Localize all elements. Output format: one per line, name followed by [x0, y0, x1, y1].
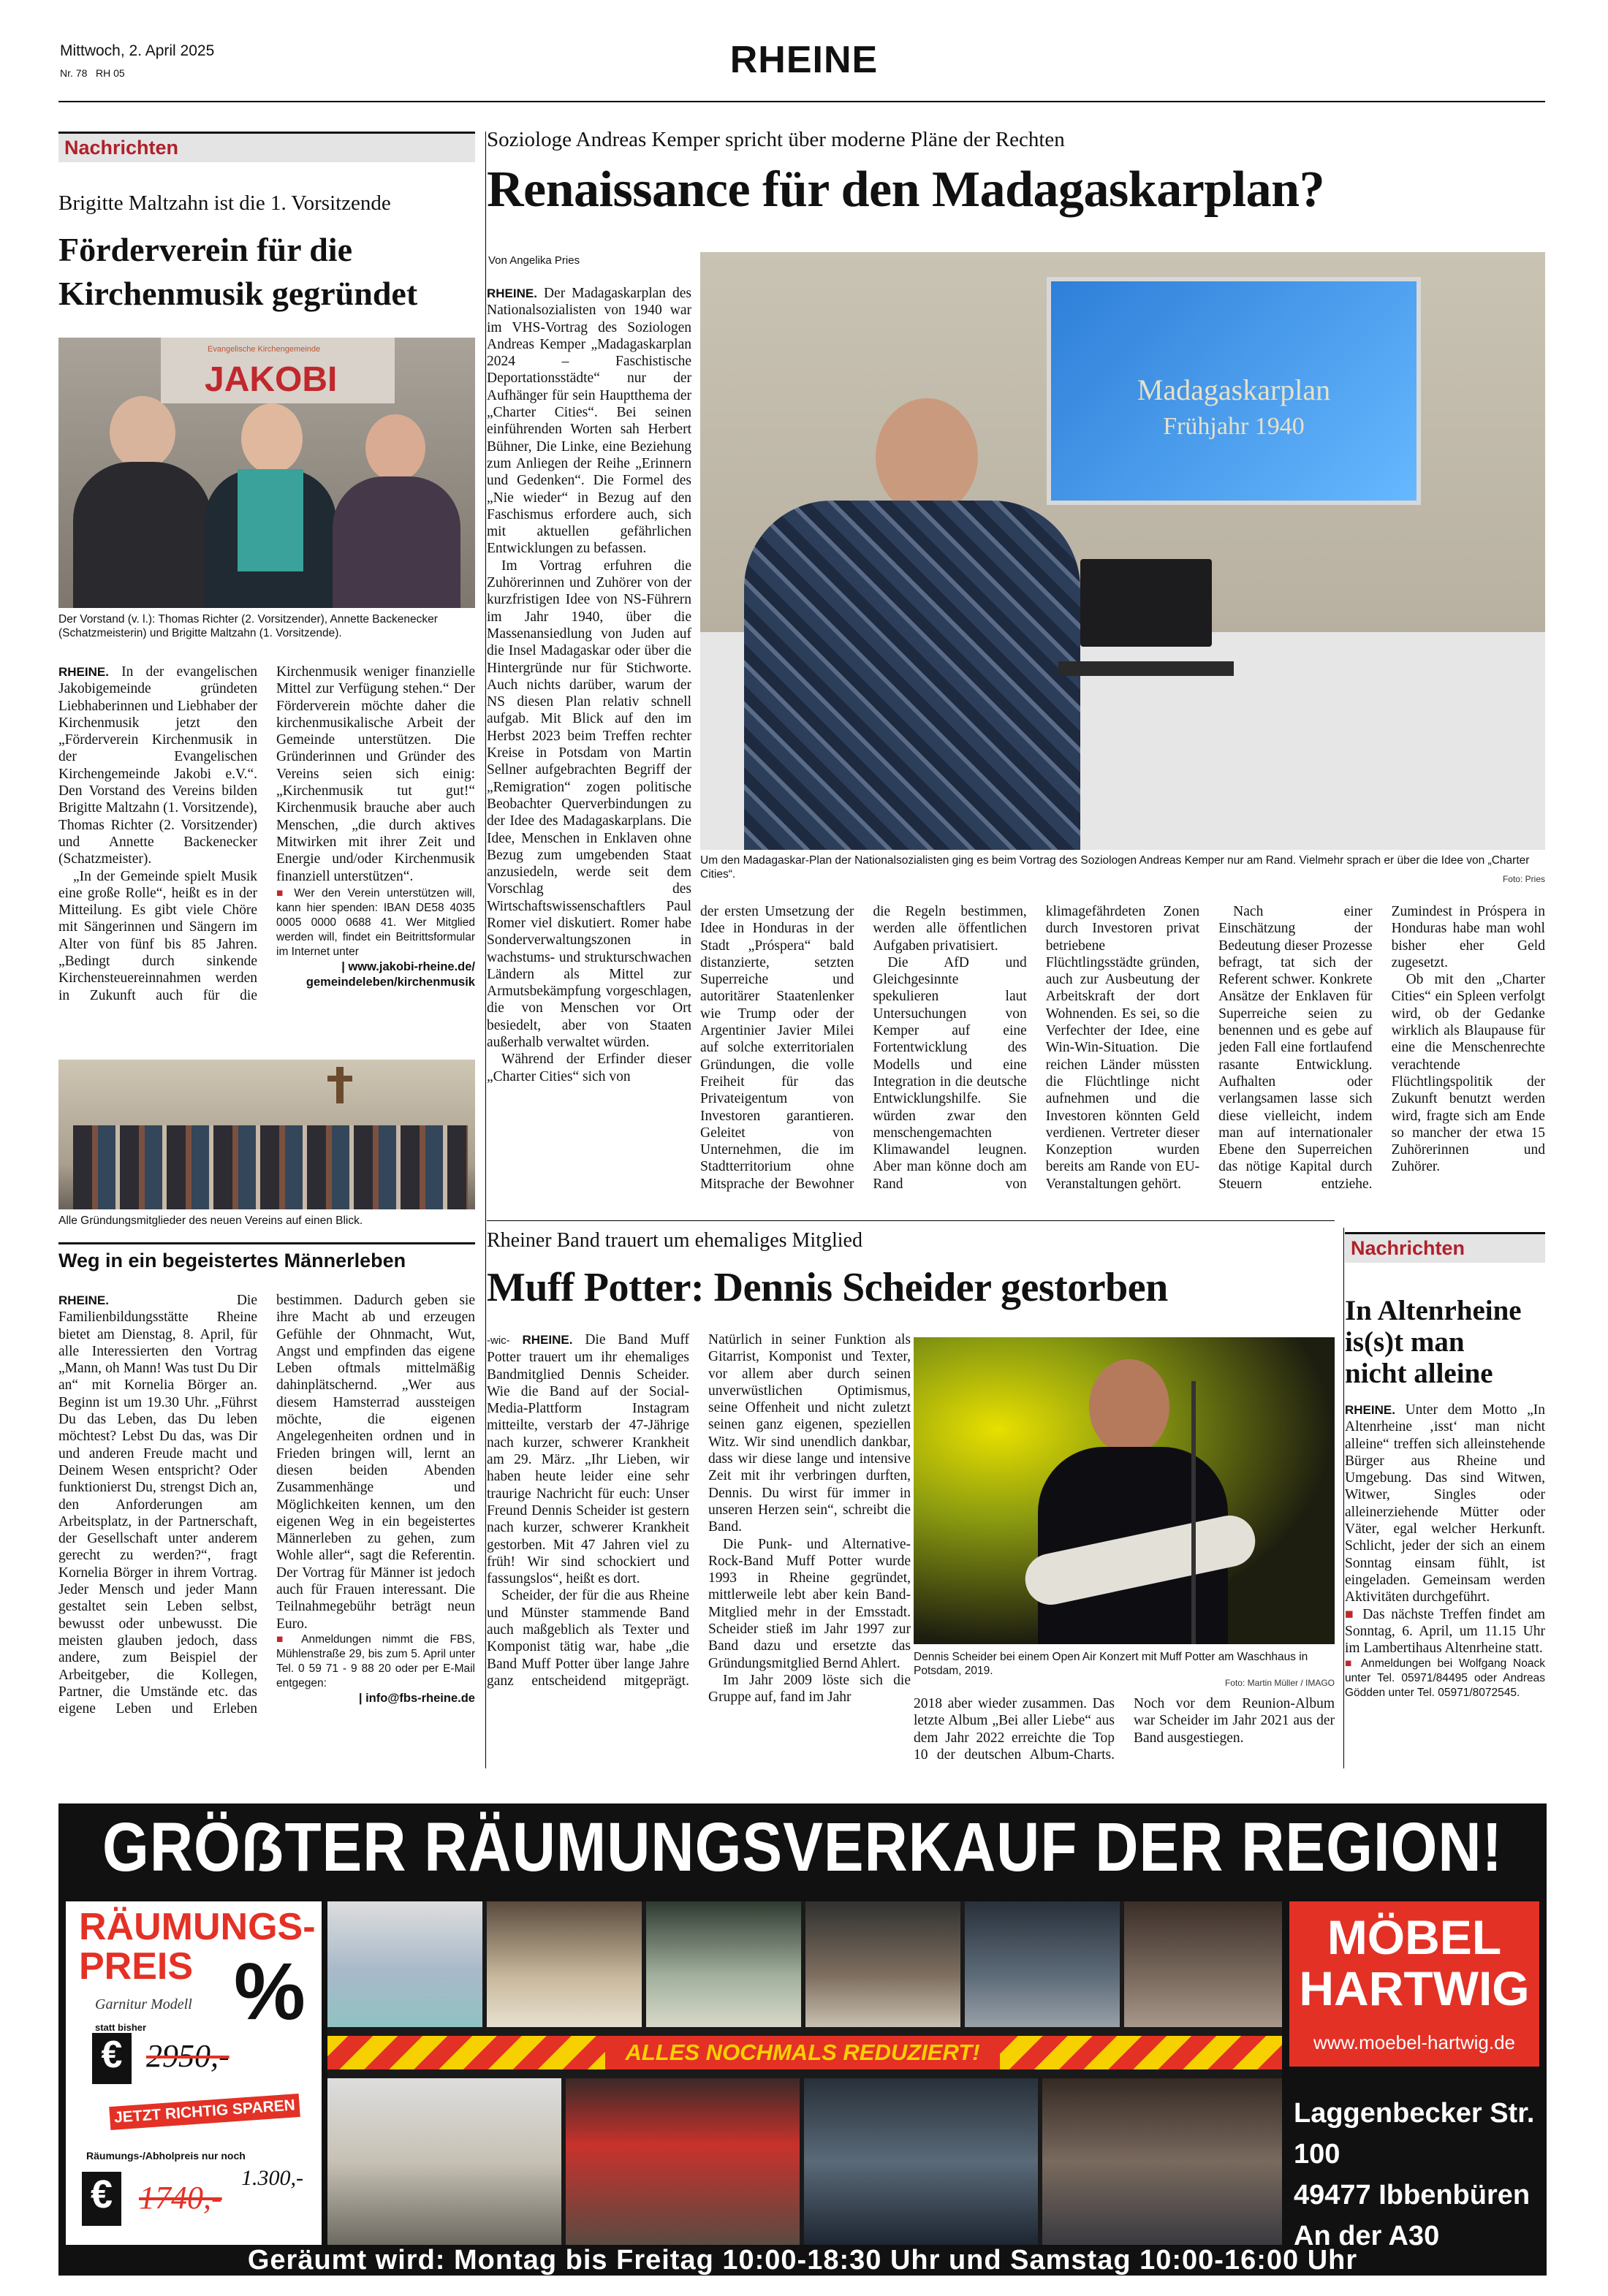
ad-photo	[805, 1901, 960, 2027]
potter-paragraph: Scheider, der für die aus Rheine und Münster stammende Band auch maßgeblich als Texter und Komponist tätig war, habe „die Band Muff Potter über lange Jahre ganz entscheidend mitgeprägt. Natürlich in seiner Funktion als Gitarrist, Komponist und Texter, vor allem aber durch seinen unverwüstlichen Optimismus, seine Offenheit und nicht zuletzt seinen ganz eigenen, speziellen Witz. Wir sind unendlich dankbar, dass wir diese lange und intensive Zeit mit ihr verbringen durften, Dennis. Du wirst für immer in unseren Herzen sein“, schreibt die Band.	[487, 1332, 911, 1689]
left-url[interactable]: | www.jakobi-rheine.de/ gemeindeleben/kirchenmusik	[306, 959, 475, 989]
maenner-paragraph: Die Familienbildungsstätte Rheine bietet am Dienstag, 8. April, für alle Interessierten den Vortrag „Mann, oh Mann! Was tust Du Dir an“ mit Kornelia Börger an. Beginn ist um 19.30 Uhr. „Führst Du das Leben, das Du leben möchtest? Lebst Du das, was Dir und anderen Freude macht und Deinem Wesen entspricht? Oder funktionierst Du, strengst Dich an, den Anforderungen am Arbeitsplatz, in der Partnerschaft, der Gesellschaft unter anderem gerecht zu werden?“, fragt Kornelia Börger in ihrem Vortrag. Jeder Mensch und jeder Mann gestaltet sein Leben selbst, bewusst oder unbewusst. Die meisten glauben jedoch, dass andere, zum Beispiel der Arbeitgeber, die Kollegen, Partner, die Umstände etc. das eigene Leben und Erleben bestimmen. Dadurch geben sie ihre Macht ab und erzeugen Gefühle der Ohnmacht, Wut, Angst und empfinden das eigene Leben oftmals mittelmäßig dahinplätschernd. „Wer aus diesem Hamsterrad aussteigen möchte, die eigenen Angelegenheiten ordnen und in Frieden bringen will, lernt an diesen beiden Abenden Zusammenhänge und Möglichkeiten kennen, um den eigenen Weg in ein begeistertes Männerleben zu gehen, zum Wohle aller“, sagt die Referentin. Der Vortrag für Männer ist jedoch auch für Frauen interessant. Die Teilnahmegebühr beträgt neun Euro.	[58, 1293, 475, 1717]
ad-brand-url[interactable]: www.moebel-hartwig.de	[1313, 2031, 1515, 2053]
photo-lecture-screen	[1051, 281, 1417, 501]
ad-photo	[566, 2078, 800, 2245]
potter-paragraph: Die Band Muff Potter trauert um ihr ehemaliges Bandmitglied Dennis Scheider. Wie die Band auf der Social-Media-Plattform Instagram mitteilte, verstarb der 47-Jährige nach kurzer, schwerer Krankheit am 29. März. „Ihr Lieben, wir haben heute leider eine sehr traurige Nachricht für euch: Unser Freund Dennis Scheider ist gestern nach kurzer, schwerer Krankheit gestorben. Mit 47 Jahren viel zu früh! Wir sind schockiert und fassungslos“, heißt es dort.	[487, 1332, 690, 1587]
ad-pickup-label: Räumungs-/Abholpreis nur noch	[86, 2150, 246, 2162]
ad-address	[1294, 2093, 1539, 2257]
left-note: Wer den Verein unterstützen will, kann hier spenden: IBAN DE58 4035 0005 0000 0688 41. Wer Mitglied werden will, findet ein Beitrittsformular im Internet unter	[276, 886, 475, 958]
main-narrow-column	[487, 285, 691, 1206]
ad-price-struck: 1740,-	[139, 2180, 222, 2216]
left-headline-line2: Kirchenmusik gegründet	[58, 275, 418, 312]
photo-concert	[914, 1337, 1335, 1644]
main-paragraph: Während der Erfinder dieser „Charter Cities“ sich von	[487, 1052, 691, 1084]
person-body	[333, 476, 460, 608]
ad-badge-line2: PREIS	[79, 1945, 194, 1988]
ad-photo	[1042, 2078, 1282, 2245]
left-headline-line1: Förderverein für die	[58, 231, 352, 268]
potter-author: -wic-	[487, 1334, 510, 1347]
ad-old-price: 2950,-	[146, 2038, 230, 2074]
maenner-headline: Weg in ein begeistertes Männerleben	[58, 1250, 406, 1271]
left-url-line1[interactable]: www.jakobi-rheine.de/	[348, 959, 475, 973]
edition-code: RH 05	[96, 67, 125, 79]
ad-photo	[327, 2078, 561, 2245]
photo-group-people	[73, 1125, 468, 1209]
potter-body	[487, 1331, 911, 1771]
altenrheine-note: Anmeldungen bei Wolfgang Noack unter Tel. 05971/84495 oder Andreas Gödden unter Tel. 05971/8072545.	[1345, 1657, 1545, 1700]
ad-brand-logo[interactable]	[1289, 1901, 1539, 2067]
photo-lecture	[700, 252, 1545, 850]
ad-price-badge	[66, 1901, 322, 2245]
ad-photo	[327, 1901, 482, 2027]
photo-laptop	[1080, 559, 1212, 647]
photo-board-sign-small: Evangelische Kirchengemeinde	[208, 345, 321, 354]
column-rule	[1343, 1228, 1344, 1768]
ad-photo	[804, 2078, 1038, 2245]
ad-photo	[1124, 1901, 1282, 2027]
altenrheine-body: RHEINE. Unter dem Motto „In Altenrheine ‚isst‘ man nicht alleine“ treffen sich alleinstehende Bürger aus Rheine und Umgebung. Das sind Witwen, Witwer, Singles oder alleinerziehende Mütter oder Väter, egal welcher Herkunft. Schlicht, jeder der sich an einem Sonntag einsam fühlt, ist eingeladen. Gemeinsam werden Aktivitäten durchgeführt. ■ Das nächste Treffen findet am Sonntag, 6. April, um 11.15 Uhr im Lambertihaus Altenrheine statt. ■ Anmeldungen bei Wolfgang Noack unter Tel. 05971/84495 oder Andreas Gödden unter Tel. 05971/8072545.	[1345, 1402, 1546, 1700]
potter-caption: Dennis Scheider bei einem Open Air Konzert mit Muff Potter am Waschhaus in Potsdam, 2019.	[914, 1651, 1308, 1677]
ad-hours: Geräumt wird: Montag bis Freitag 10:00-18:30 Uhr und Samstag 10:00-16:00 Uhr	[247, 2245, 1358, 2276]
ad-banner-stripes	[327, 2036, 1282, 2069]
main-kicker: Soziologe Andreas Kemper spricht über moderne Pläne der Rechten	[487, 128, 1065, 151]
person-scarf	[238, 469, 303, 571]
left-paragraph: In der evangelischen Jakobigemeinde gründeten Liebhaberinnen und Liebhaber der Kirchenmusik jetzt den „Förderverein Kirchenmusik in der Evangelischen Kirchengemeinde Jakobi e.V.“. Den Vorstand des Vereins bilden Brigitte Maltzahn (1. Vorsitzende), Thomas Richter (2. Vorsitzender) und Annette Backenecker (Schatzmeister).	[58, 664, 258, 867]
potter-paragraph: Im Jahr 2009 löste sich die Gruppe auf, fand im Jahr	[708, 1672, 911, 1706]
left-article-body: RHEINE. In der evangelischen Jakobigemeinde gründeten Liebhaberinnen und Liebhaber der Kirchenmusik jetzt den „Förderverein Kirchenmusik in der Evangelischen Kirchengemeinde Jakobi e.V.“. Den Vorstand des Vereins bilden Brigitte Maltzahn (1. Vorsitzende), Thomas Richter (2. Vorsitzender) und Annette Backenecker (Schatzmeister). „In der Gemeinde spielt Musik eine große Rolle“, heißt es in der Mitteilung. Es gibt viele Chöre mit Sängerinnen und Sängern im Alter von fünf bis 85 Jahren. „Bedingt durch sinkende Kirchensteuereinnahmen werden in Zukunft auch für die Kirchenmusik weniger finanzielle Mittel zur Verfügung stehen.“ Der Förderverein möchte daher die kirchenmusikalische Arbeit der Gemeinde unterstützen. Die Gründerinnen und Gründer des Vereins seien sich einig: „Kirchenmusik tut gut!“ Kirchenmusik brauche aber auch Menschen, „die durch aktives Mitwirken mit ihrer Zeit und Energie und/oder Kirchenmusik finanziell unterstützen“. ■ Wer den Verein unterstützen will, kann hier spenden: IBAN DE58 4035 0005 0000 0688 41. Wer Mitglied werden will, findet ein Beitrittsformular im Internet unter | www.jakobi-rheine.de/ gemeindeleben/kirchenmusik	[58, 664, 475, 1003]
ad-brand-line1: MÖBEL	[1327, 1910, 1502, 1964]
left-url-line2[interactable]: gemeindeleben/kirchenmusik	[306, 975, 475, 989]
screen-line2: Frühjahr 1940	[1163, 413, 1305, 440]
ad-photo-grid	[327, 1901, 1282, 2245]
altenrheine-paragraph: Unter dem Motto „In Altenrheine ‚isst‘ man nicht alleine“ treffen sich alleinstehende Bürger aus Rheine und Umgebung. Das sind Witwen, Witwer, Singles oder alleinerziehende Mütter oder Väter, egal welcher Herkunft. Schlicht, jeder der sich an einem Sonntag einsam fühlt, ist eingeladen. Gemeinsam werden Aktivitäten durchgeführt.	[1345, 1402, 1546, 1605]
photo-board-banner	[161, 338, 395, 403]
musician-head	[1089, 1359, 1169, 1454]
altenrheine-headline-line3: nicht alleine	[1345, 1358, 1493, 1389]
main-headline: Renaissance für den Madagaskarplan?	[487, 161, 1325, 218]
main-byline: Von Angelika Pries	[488, 254, 580, 267]
main-caption: Um den Madagaskar-Plan der Nationalsozialisten ging es beim Vortrag des Soziologen Andreas Kemper nur am Rand. Vielmehr sprach er über die Idee von „Charter Cities“.	[700, 854, 1530, 881]
potter-dateline: RHEINE.	[522, 1333, 573, 1347]
photo-board-sign: JAKOBI	[205, 360, 338, 399]
main-dateline: RHEINE.	[487, 286, 537, 300]
potter-bottom	[914, 1695, 1335, 1771]
ad-cta[interactable]: JETZT RICHTIG SPAREN	[109, 2094, 300, 2130]
altenrheine-headline	[1345, 1295, 1545, 1389]
left-kicker: Brigitte Maltzahn ist die 1. Vorsitzende	[58, 191, 391, 215]
ad-address-line1: Laggenbecker Str. 100	[1294, 2098, 1535, 2170]
maenner-url-text[interactable]: info@fbs-rheine.de	[365, 1691, 475, 1705]
main-credit: Foto: Pries	[1502, 874, 1545, 884]
main-paragraph: Die AfD und Gleichgesinnte spekulieren laut Untersuchungen von Kemper auf eine Fortentwicklung des Modells und eine Integration in die deutsche Entwicklungshilfe. Sie würden zwar den menschengemachten Klimawandel leugnen. Aber man könne doch am Rand von klimagefährdeten Zonen durch Investoren privat betriebene Flüchtlingsstädte gründen, auch zur Ausbeutung der Arbeitskraft der dort Wohnenden. Es sei, so die Verfechter der Idee, eine Win-Win-Situation. Die reichen Länder müssten die Flüchtlinge nicht aufnehmen und die Investoren könnten Geld verdienen. Vertreter dieser Konzeption wurden bereits am Rande von EU-Veranstaltungen gehört.	[873, 904, 1200, 1192]
ad-new-price: 1.300,-	[241, 2166, 303, 2190]
ad-banner: ALLES NOCHMALS REDUZIERT!	[605, 2036, 1000, 2069]
ad-sample-label: Garnitur Modell	[95, 1996, 192, 2012]
person-head	[365, 414, 425, 482]
left-caption2: Alle Gründungsmitglieder des neuen Vereins auf einen Blick.	[58, 1214, 363, 1227]
person-body	[73, 462, 212, 608]
photo-group-cross	[336, 1067, 344, 1103]
maenner-body: RHEINE. Die Familienbildungsstätte Rheine bietet am Dienstag, 8. April, für alle Interessierten den Vortrag „Mann, oh Mann! Was tust Du Dir an“ mit Kornelia Börger an. Beginn ist um 19.30 Uhr. „Führst Du das Leben, das Du leben möchtest? Lebst Du das, was Dir und anderen Freude macht und Deinem Wesen entspricht? Oder funktionierst Du, strengst Dich an, den Anforderungen am Arbeitsplatz, in der Partnerschaft, der Gesellschaft unter anderem gerecht zu werden?“, fragt Kornelia Börger in ihrem Vortrag. Jeder Mensch und jeder Mann gestaltet sein Leben selbst, bewusst oder unbewusst. Die meisten glauben jedoch, dass andere, zum Beispiel der Arbeitgeber, die Kollegen, Partner, die Umstände etc. das eigene Leben und Erleben bestimmen. Dadurch geben sie ihre Macht ab und erzeugen Gefühle der Ohnmacht, Wut, Angst und empfinden das eigene Leben oftmals mittelmäßig dahinplätschernd. „Wer aus diesem Hamsterrad aussteigen möchte, die eigenen Angelegenheiten ordnen und in Frieden bringen will, lernt an diesen beiden Abenden Zusammenhänge und Möglichkeiten kennen, um den eigenen Weg in ein begeistertes Männerleben zu gehen, zum Wohle aller“, sagt die Referentin. Der Vortrag für Männer ist jedoch auch für Frauen interessant. Die Teilnahmegebühr beträgt neun Euro. ■ Anmeldungen nimmt die FBS, Mühlenstraße 29, bis zum 5. April unter Tel. 0 59 71 - 9 88 20 oder per E-Mail entgegen: | info@fbs-rheine.de	[58, 1293, 475, 1717]
ad-euro-icon: €	[82, 2172, 121, 2226]
left-paragraph: „In der Gemeinde spielt Musik eine große Rolle“, heißt es in der Mitteilung. Es gibt viele Chöre mit Sängerinnen und Sängern im Alter von fünf bis 85 Jahren. „Bedingt durch sinkende Kirchensteuereinnahmen werden in Zukunft auch für die Kirchenmusik weniger finanzielle Mittel zur Verfügung stehen.“ Der Förderverein möchte daher die kirchenmusikalische Arbeit der Gemeinde unterstützen. Die Gründerinnen und Gründer des Vereins seien sich einig: „Kirchenmusik tut gut!“ Kirchenmusik brauche aber auch Menschen, „die durch aktives Mitwirken mit ihrer Zeit und Energie und/oder Kirchenmusik finanziell unterstützen“.	[58, 664, 475, 1003]
ad-photo	[646, 1901, 801, 2027]
altenrheine-headline-line1: In Altenrheine	[1345, 1295, 1522, 1326]
issue-no: Nr. 78	[60, 67, 88, 79]
photo-board	[58, 338, 475, 608]
ad-percent-icon: %	[234, 1947, 306, 2037]
altenrheine-dateline: RHEINE.	[1345, 1403, 1395, 1417]
potter-paragraph: Die Punk- und Alternative-Rock-Band Muff Potter wurde 1993 in Rheine gegründet, mittlerweile lebt aber kein Band-Mitglied mehr in der Emsstadt. Scheider stieß im Jahr 1997 zur Band dazu und ersetzte das Gründungsmitglied Bernd Ahlert.	[708, 1536, 911, 1671]
ad-headline: GRÖẞTER RÄUMUNGSVERKAUF DER REGION!	[102, 1809, 1503, 1886]
left-caption: Der Vorstand (v. l.): Thomas Richter (2. Vorsitzender), Annette Backenecker (Schatzmeisterin) und Brigitte Maltzahn (1. Vorsitzende).	[58, 613, 438, 639]
advertisement[interactable]	[58, 1803, 1547, 2276]
main-paragraph: Der Madagaskarplan des Nationalsozialisten von 1940 war im VHS-Vortrag des Soziologen Andreas Kemper „Madagaskarplan 2024 – Faschistische Deportationsstädte“ nur der Aufhänger für sein Hauptthema der „Charter Cities“. Bei seinen einführenden Worten sah Herbert Bühner, Die Linke, eine Beziehung zum Anliegen der Reihe „Erinnern und Gedenken“. Die Formel des „Nie wieder“ in Bezug auf den Faschismus erfordere auch, sich mit aktuellen gefährlichen Entwicklungen zu befassen.	[487, 286, 691, 557]
ad-badge-line1: RÄUMUNGS-	[79, 1906, 316, 1948]
maenner-note: Anmeldungen nimmt die FBS, Mühlenstraße 29, bis zum 5. April unter Tel. 0 59 71 - 9 88 20 oder per E-Mail entgegen:	[276, 1632, 475, 1689]
ad-old-label: statt bisher	[95, 2022, 147, 2033]
screen-line1: Madagaskarplan	[1137, 373, 1331, 406]
maenner-rule	[58, 1242, 475, 1244]
left-dateline: RHEINE.	[58, 665, 109, 679]
ad-address-line2: 49477 Ibbenbüren	[1294, 2180, 1531, 2211]
potter-kicker: Rheiner Band trauert um ehemaliges Mitglied	[487, 1229, 862, 1252]
main-paragraph: Ob mit den „Charter Cities“ ein Spleen verfolgt wird, ob der Gedanke wirklich als Blaupause für eine die Menschenrechte verachtende Flüchtlingspolitik der Zukunft benutzt werden wird, fragte sich am Ende so mancher der etwa 15 Zuhörerinnen und Zuhörer.	[1391, 972, 1545, 1175]
maenner-dateline: RHEINE.	[58, 1293, 109, 1307]
ad-photo	[487, 1901, 642, 2027]
photo-group	[58, 1060, 475, 1209]
column-rule	[485, 132, 486, 1768]
maenner-url[interactable]: | info@fbs-rheine.de	[358, 1691, 475, 1705]
photo-keyboard	[1058, 661, 1234, 676]
main-paragraph: Im Vortrag erfuhren die Zuhörerinnen und Zuhörer von der kurzfristigen Idee von NS-Führern im Jahr 1940, über die Massenansiedlung von Juden auf die Insel Madagaskar oder über die Hintergründe nur für Stichworte. Auch nichts darüber, warum der NS diesen Plan relativ schnell aufgab. Mit Blick auf den im Herbst 2023 beim Treffen rechter Kreise in Potsdam von Martin Sellner aufgebrachten Begriff der „Remigration“ zogen politische Beobachter Querverbindungen zu der Idee des Madagaskarplans. Die Idee, Menschen in Enklaven ohne Bezug zum umgebenden Staat anzusiedeln, werde seit dem Vorschlag des Wirtschaftswissenschaftlers Paul Romer viel diskutiert. Romer habe Sonderverwaltungszonen in wachstums- und strukturschwachen Ländern als Mittel zur Armutsbekämpfung vorgeschlagen, die von Menschen vor Ort besiedelt, aber von Staaten außerhalb verwaltet würden.	[487, 558, 691, 1051]
altenrheine-note: Das nächste Treffen findet am Sonntag, 6. April, um 11.15 Uhr im Lambertihaus Altenrheine statt.	[1345, 1606, 1545, 1657]
section-title: RHEINE	[729, 39, 879, 81]
left-headline	[58, 228, 482, 316]
microphone-stand	[1191, 1381, 1196, 1644]
rubric-nachrichten: Nachrichten	[1345, 1232, 1545, 1263]
potter-headline: Muff Potter: Dennis Scheider gestorben	[487, 1265, 1168, 1310]
potter-paragraph: 2018 aber wieder zusammen. Das letzte Album „Bei aller Liebe“ aus dem Jahr 2022 erreichte die Top 10 der deutschen Album-Charts. Noch vor dem Reunion-Album war Scheider im Jahr 2021 aus der Band ausgestiegen.	[914, 1696, 1335, 1763]
main-paragraph: der ersten Umsetzung der Idee in Honduras in der Stadt „Próspera“ bald distanzierte, setzten Superreiche und autoritärer Staatenlenker wie Trump oder der Argentinier Javier Milei auf solche exterritorialen Gründungen, die volle Freiheit für das Privateigentum von Investoren garantieren. Geleitet von Unternehmen, die im Stadtterritorium ohne Mitsprache der Bewohner die Regeln bestimmen, werden alle öffentlichen Aufgaben privatisiert.	[700, 904, 1027, 1192]
person-head	[110, 396, 175, 469]
ad-photo	[965, 1901, 1120, 2027]
speaker-body	[744, 501, 1080, 850]
main-paragraph: Nach einer Einschätzung der Bedeutung dieser Prozesse befragt, tat sich der Referent schwer. Konkrete Ansätze der Enklaven für Superreiche seien zu benennen und es gebe auf jeden Fall eine fortlaufend rasante Entwicklung. Aufhalten oder verlangsamen lasse sich diese vielleicht, indem man auf internationaler Ebene den Superreichen das nötige Kapital durch Steuern entziehe. Zumindest in Próspera in Honduras habe man wohl bisher eher Geld zugesetzt.	[1218, 904, 1545, 1192]
speaker-head	[876, 398, 978, 515]
ad-brand-line2: HARTWIG	[1299, 1961, 1530, 2015]
person-head	[241, 403, 303, 474]
rubric-nachrichten: Nachrichten	[58, 132, 475, 162]
potter-credit: Foto: Martin Müller / IMAGO	[1224, 1678, 1335, 1688]
ad-euro-icon: €	[92, 2033, 132, 2084]
main-wide-columns	[700, 903, 1545, 1206]
potter-rule	[487, 1220, 1335, 1221]
issue-date: Mittwoch, 2. April 2025	[60, 42, 215, 59]
photo-group-cross-bar	[327, 1076, 352, 1082]
ad-address-line3: An der A30	[1294, 2221, 1440, 2251]
altenrheine-headline-line2: is(s)t man	[1345, 1326, 1465, 1358]
header-rule	[58, 101, 1545, 102]
